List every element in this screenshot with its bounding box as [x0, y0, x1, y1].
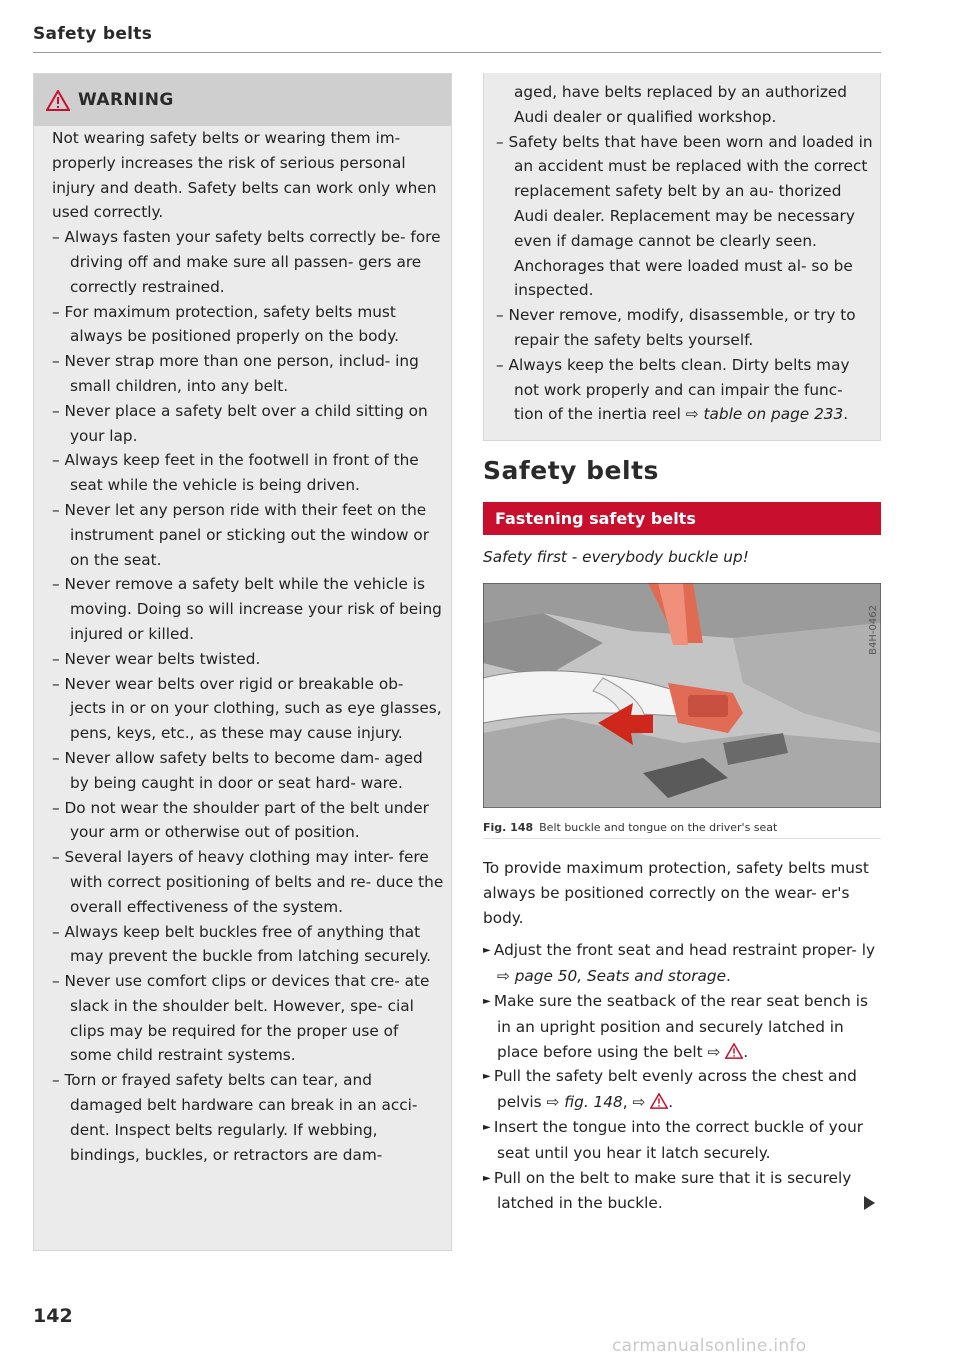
subsection-title: Fastening safety belts [495, 509, 696, 528]
header-title: Safety belts [33, 24, 153, 44]
warning-header [34, 74, 451, 126]
watermark: carmanualsonline.info [612, 1336, 807, 1356]
belt-buckle-illustration [483, 583, 881, 808]
page-number: 142 [33, 1305, 73, 1327]
step-text: Pull the safety belt evenly across the chest and pelvis [493, 1067, 857, 1112]
figure-148-image [483, 583, 881, 808]
warning-bullet: – Never strap more than one person, includ- ing small children, into any belt. [52, 349, 444, 399]
figure-label: Fig. 148 [483, 820, 534, 834]
table-reference-link[interactable]: table on page 233 [703, 405, 844, 424]
reference-arrow-icon: ⇨ [632, 1093, 646, 1112]
step-item [483, 938, 881, 989]
step-item: ► Insert the tongue into the correct buckle of your seat until you hear it latch securely. [483, 1115, 881, 1166]
warning-triangle-icon [46, 90, 70, 111]
warning-continuation-box [483, 73, 881, 441]
header-rule [33, 52, 881, 53]
section-title: Safety belts [483, 456, 659, 485]
separator: , [622, 1093, 628, 1112]
warning-bullet: – Never wear belts over rigid or breakable ob- jects in or on your clothing, such as eye glasses, pens, keys, etc., as these may cause injury. [52, 672, 444, 746]
warning-bullet: – For maximum protection, safety belts must always be positioned properly on the body. [52, 300, 444, 350]
warning-continuation-body [496, 80, 876, 427]
warning-bullet: – Several layers of heavy clothing may inter- fere with correct positioning of belts and re- duce the overall effectiveness of the system. [52, 845, 444, 919]
warning-triangle-icon[interactable] [725, 1043, 743, 1059]
warning-triangle-icon[interactable] [650, 1093, 668, 1109]
warning-bullet: – Safety belts that have been worn and loaded in an accident must be replaced with the correct replacement safety belt by an au- thorized Audi dealer. Replacement may be necessary even if damage cannot be clearly seen. Anchorages that were loaded must al- so be inspected. [496, 130, 876, 304]
section-tagline: Safety first - everybody buckle up! [483, 548, 749, 566]
reference-arrow-icon: ⇨ [497, 967, 510, 986]
warning-intro: Not wearing safety belts or wearing them im- properly increases the risk of serious personal injury and death. Safety belts can work only when used correctly. [52, 129, 437, 222]
step-text: Make sure the seatback of the rear seat bench is in an upright position and securely latched in place before using the belt [493, 991, 868, 1061]
warning-body [52, 126, 444, 1167]
warning-bullet: – Always keep feet in the footwell in front of the seat while the vehicle is being driven. [52, 448, 444, 498]
warning-bullet: – Never wear belts twisted. [52, 647, 444, 672]
step-item: ► Pull on the belt to make sure that it is securely latched in the buckle. [483, 1166, 881, 1217]
page-reference-link[interactable]: page 50, Seats and storage [514, 967, 727, 986]
step-end: . [726, 967, 731, 986]
step-text: Adjust the front seat and head restraint proper- ly [493, 941, 876, 960]
figure-caption-text: Belt buckle and tongue on the driver's seat [539, 820, 778, 834]
warning-box [33, 73, 452, 1251]
figure-caption [483, 816, 881, 839]
warning-bullet-text: Always keep the belts clean. Dirty belts may not work properly and can impair the func- tion of the inertia reel [508, 355, 850, 424]
figure-reference-link[interactable]: fig. 148 [564, 1093, 623, 1112]
reference-arrow-icon: ⇨ [546, 1093, 560, 1112]
subsection-bar [483, 502, 881, 535]
continue-arrow-icon [864, 1196, 875, 1210]
figure-code: B4H-0462 [868, 605, 879, 655]
warning-bullet: – Torn or frayed safety belts can tear, and damaged belt hardware can break in an acci- dent. Inspect belts regularly. If webbing, bindings, buckles, or retractors are dam- [52, 1068, 444, 1167]
main-text [483, 856, 881, 1216]
warning-bullet: – Never allow safety belts to become dam- aged by being caught in door or seat hard- ware. [52, 746, 444, 796]
step-item [483, 1064, 881, 1115]
warning-bullet: – Always fasten your safety belts correctly be- fore driving off and make sure all passen- gers are correctly restrained. [52, 225, 444, 299]
warning-bullet: – Never remove, modify, disassemble, or try to repair the safety belts yourself. [496, 303, 876, 353]
reference-arrow-icon: ⇨ [685, 405, 699, 424]
step-item [483, 989, 881, 1064]
warning-continuation-list [496, 130, 876, 428]
warning-bullet: – Never let any person ride with their feet on the instrument panel or sticking out the window or on the seat. [52, 498, 444, 572]
warning-continuation-first: aged, have belts replaced by an authorized Audi dealer or qualified workshop. [514, 83, 847, 126]
warning-bullet: – Always keep belt buckles free of anything that may prevent the buckle from latching securely. [52, 920, 444, 970]
warning-bullet-list [52, 225, 444, 1167]
step-end: . [668, 1093, 674, 1112]
reference-arrow-icon: ⇨ [707, 1042, 721, 1061]
warning-bullet: – Do not wear the shoulder part of the belt under your arm or otherwise out of position. [52, 796, 444, 846]
step-list [483, 938, 881, 1216]
warning-bullet: – Never place a safety belt over a child sitting on your lap. [52, 399, 444, 449]
warning-bullet: – Never use comfort clips or devices that cre- ate slack in the shoulder belt. However, spe- cial clips may be required for the proper use of some child restraint systems. [52, 969, 444, 1068]
warning-bullet: – Never remove a safety belt while the vehicle is moving. Doing so will increase your risk of being injured or killed. [52, 572, 444, 646]
warning-heading: WARNING [78, 90, 174, 110]
bullet-end: . [843, 405, 849, 424]
intro-paragraph: To provide maximum protection, safety belts must always be positioned correctly on the wear- er's body. [483, 859, 869, 927]
warning-bullet [496, 353, 876, 427]
step-end: . [743, 1042, 749, 1061]
